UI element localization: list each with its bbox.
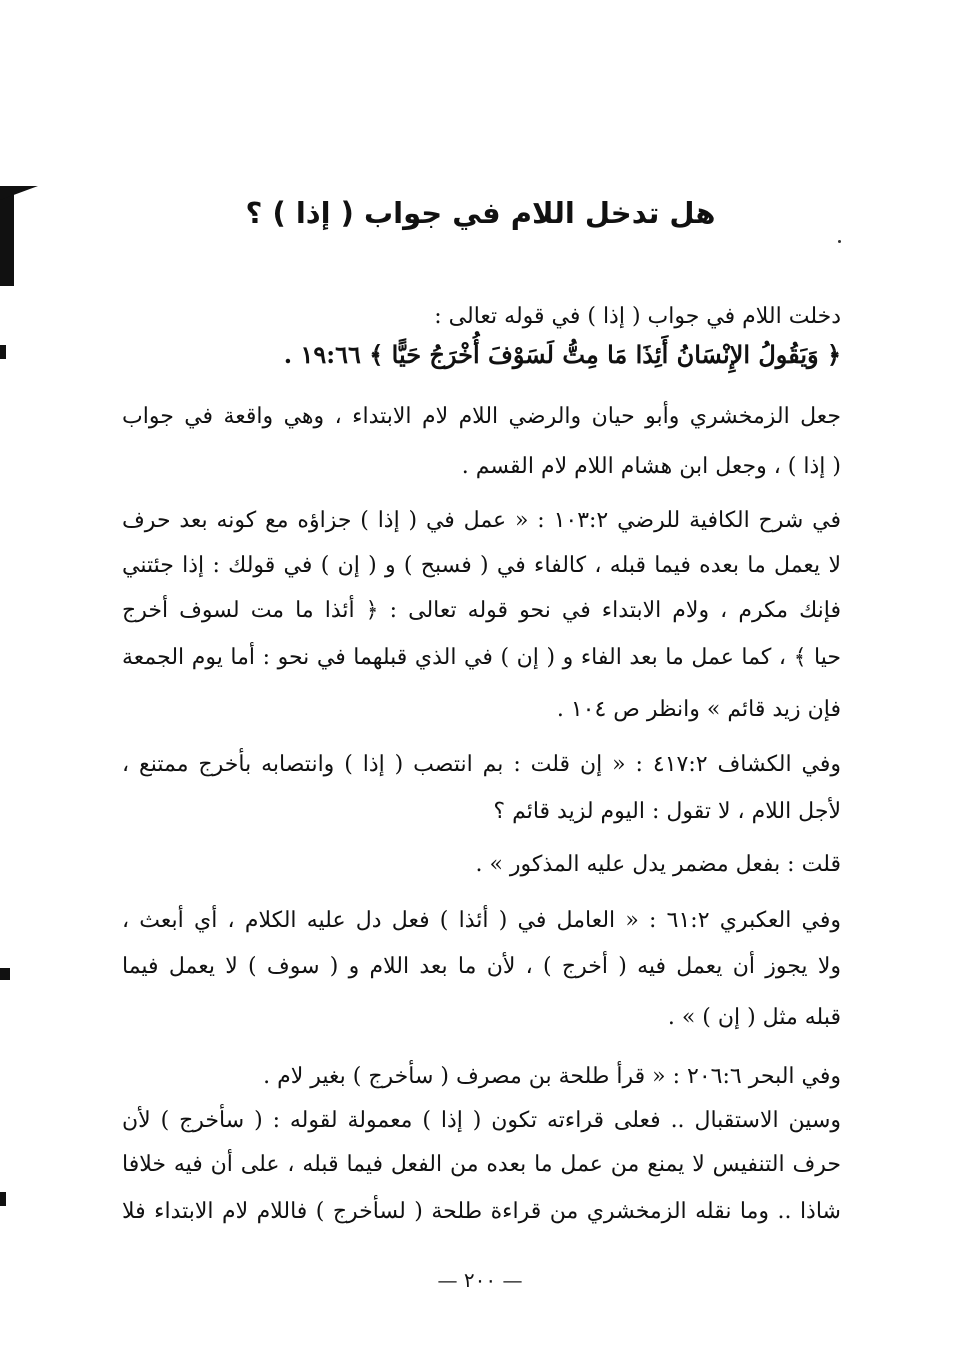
text-line: وفي الكشاف ٤١٧:٢ : « إن قلت : بم انتصب ( إذا ) وانتصابه بأخرج ممتنع ، (122, 752, 841, 777)
text-line: وسين الاستقبال .. فعلى قراءته تكون ( إذا ) معمولة لقوله : ( سأخرج ) لأن (122, 1108, 841, 1133)
text-line: حيا ﴾ ، كما عمل ما بعد الفاء و ( إن ) في الذي قبلهما في نحو : أما يوم الجمعة (122, 645, 842, 670)
text-line: ( إذا ) ، وجعل ابن هشام اللام لام القسم . (461, 454, 841, 479)
text-line: حرف التنفيس لا يمنع من عمل ما بعده من الفعل فيما قبله ، على أن فيه خلافا (122, 1152, 841, 1177)
scan-edge-corner (0, 186, 38, 200)
text-line: دخلت اللام في جواب ( إذا ) في قوله تعالى : (434, 304, 841, 329)
text-line: فإنك مكرم ، ولام الابتداء في نحو قوله تعالى : ﴿ أئذا ما مت لسوف أخرج (122, 598, 841, 623)
text-line: فإن زيد قائم » وانظر ص ١٠٤ . (556, 697, 841, 722)
page-title: هل تدخل اللام في جواب ( إذا ) ؟ (245, 196, 716, 230)
text-line: في شرح الكافية للرضي ١٠٣:٢ : « عمل في ( إذا ) جزاؤه مع كونه بعد حرف (122, 508, 841, 533)
scan-edge-dot (0, 968, 10, 980)
text-line: قلت : بفعل مضمر يدل عليه المذكور » . (475, 852, 841, 877)
text-line: لا يعمل ما بعده فيما قبله ، كالفاء في ( فسبح ) و ( إن ) في قولك : إذا جئتني (122, 553, 841, 578)
page-number: — ٢٠٠ — (437, 1268, 523, 1292)
quran-verse-line: ﴿ وَيَقُولُ الإِنْسَانُ أَئِذَا مَا مِتُّ لَسَوْفَ أُخْرَجُ حَيًّا ﴾ ١٩:٦٦ . (283, 340, 841, 369)
scan-edge-dot (0, 1192, 6, 1206)
text-line: ولا يجوز أن يعمل فيه ( أخرج ) ، لأن ما بعد اللام و ( سوف ) لا يعمل فيما (122, 954, 841, 979)
text-line: جعل الزمخشري وأبو حيان والرضي اللام لام الابتداء ، وهي واقعة في جواب (122, 404, 841, 429)
text-line: قبله مثل ( إن ) » . (667, 1005, 841, 1030)
text-line: وفي العكبري ٦١:٢ : « العامل في ( أئذا ) فعل دل عليه الكلام ، أي أبعث ، (122, 908, 842, 933)
scan-edge-dot (0, 345, 6, 359)
scan-edge-mark (0, 186, 14, 286)
text-line: شاذا .. وما نقله الزمخشري من قراءة طلحة ( لسأخرج ) فاللام لام الابتداء فلا (122, 1199, 841, 1224)
text-line: لأجل اللام ، لا تقول : اليوم لزيد قائم ؟ (493, 799, 841, 824)
text-line: وفي البحر ٢٠٦:٦ : « قرأ طلحة بن مصرف ( سأخرج ) بغير لام . (263, 1064, 841, 1089)
scan-speck (838, 240, 841, 243)
